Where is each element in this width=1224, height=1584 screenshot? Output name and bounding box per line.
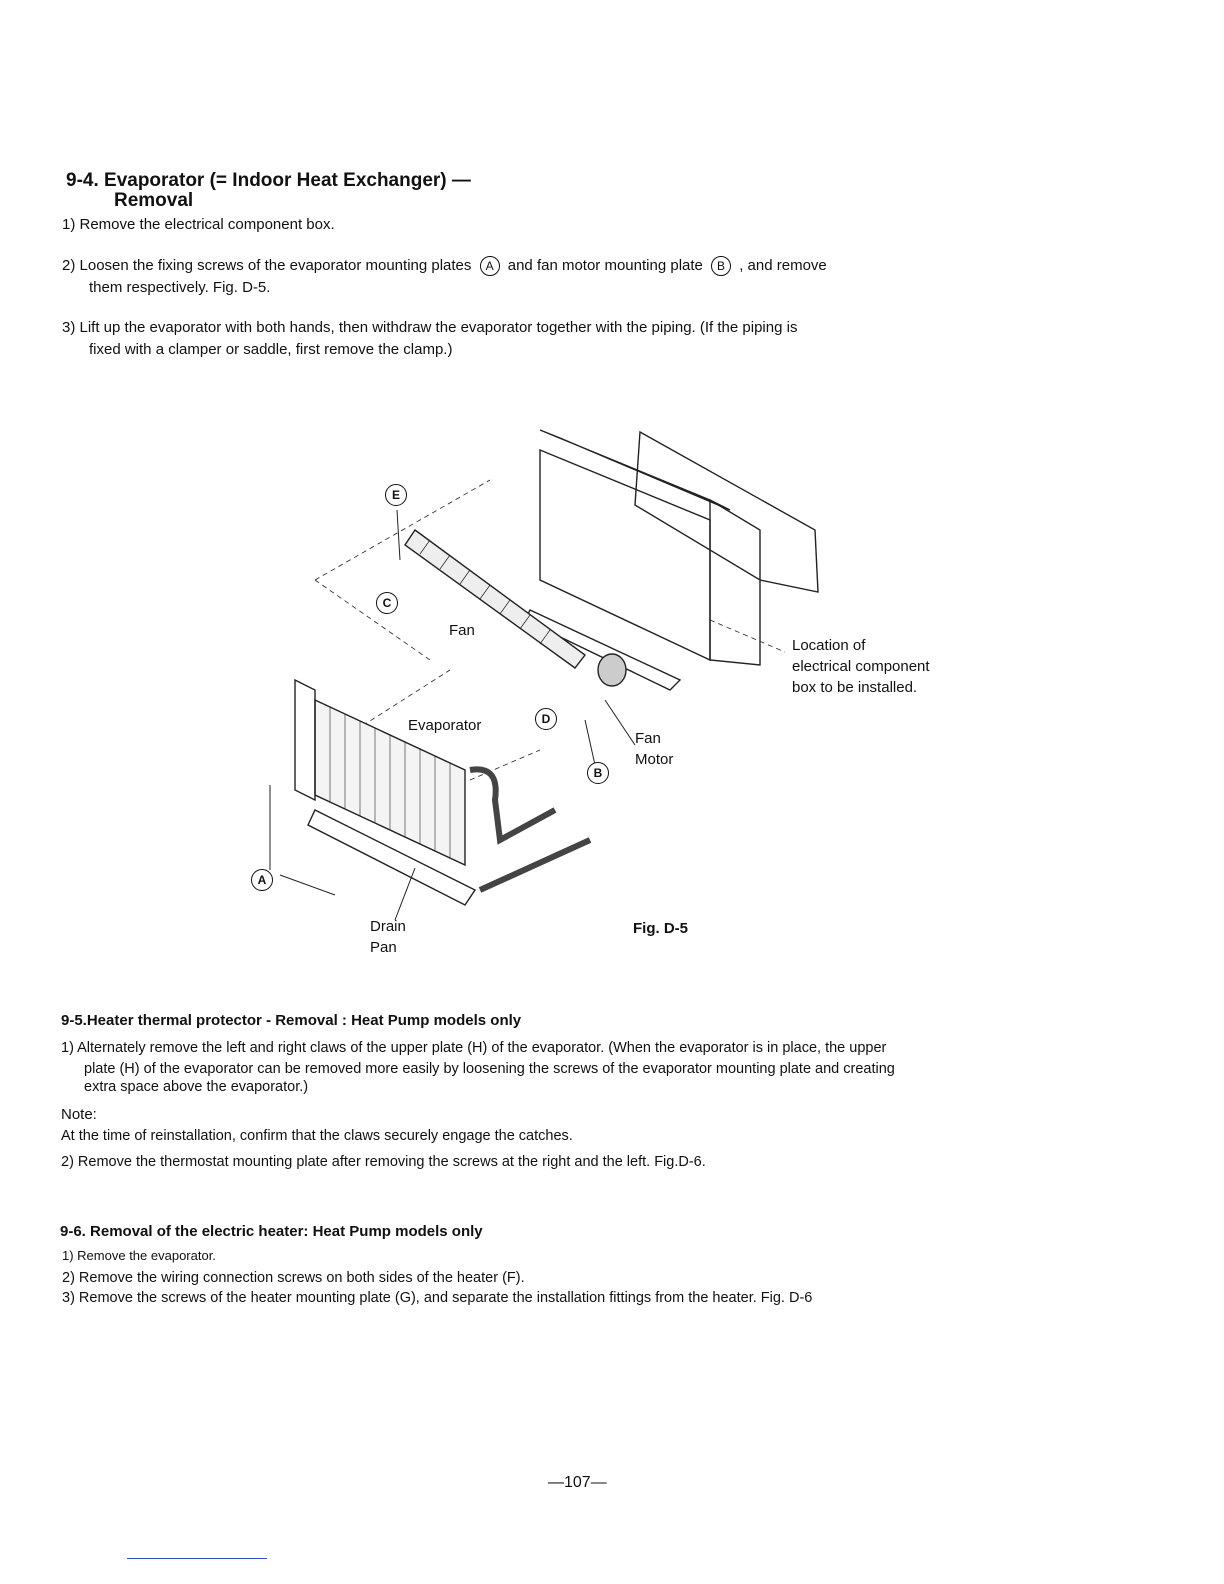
- evaporator-end-plate: [295, 680, 315, 800]
- figure-d5-exploded-view: [240, 420, 840, 960]
- drain-hose: [480, 840, 590, 890]
- step-3: 3) Lift up the evaporator with both hands, then withdraw the evaporator together with the piping. (If the piping is: [62, 319, 798, 336]
- callout-b: B: [711, 256, 731, 276]
- section-title: 9-5.Heater thermal protector - Removal : Heat Pump models only: [61, 1012, 522, 1029]
- step-1: 1) Remove the electrical component box.: [62, 216, 335, 233]
- label-a: A: [251, 869, 273, 891]
- page-number: —107—: [548, 1474, 607, 1491]
- step-2-text-a: 2) Loosen the fixing screws of the evaporator mounting plates: [62, 256, 472, 274]
- section-title-line2: Removal: [114, 190, 194, 211]
- step-1-line2: plate (H) of the evaporator can be removed more easily by loosening the screws of the evaporator mounting plate and creating: [84, 1061, 895, 1077]
- step-2-line2: them respectively. Fig. D-5.: [89, 279, 271, 296]
- fan-motor-label-1: Fan: [635, 730, 661, 747]
- label-c: C: [376, 592, 398, 614]
- step-2-text-c: , and remove: [739, 256, 827, 274]
- note-label: Note:: [61, 1106, 97, 1123]
- fan-motor: [598, 654, 626, 686]
- section-title: 9-6. Removal of the electric heater: Heat Pump models only: [60, 1223, 483, 1240]
- piping: [470, 769, 555, 840]
- step-1-line3: extra space above the evaporator.): [84, 1079, 309, 1095]
- step-1: 1) Remove the evaporator.: [62, 1248, 216, 1263]
- step-3-line2: fixed with a clamper or saddle, first remove the clamp.): [89, 341, 453, 358]
- back-panel: [635, 432, 818, 592]
- drain-pan-label-1: Drain: [370, 918, 406, 935]
- fan-motor-label-2: Motor: [635, 751, 674, 768]
- callout-a: A: [480, 256, 500, 276]
- step-1: 1) Alternately remove the left and right claws of the upper plate (H) of the evaporator. (When the evaporator is in place, the upper: [61, 1040, 887, 1056]
- step-2: [62, 256, 827, 276]
- location-label-3: box to be installed.: [792, 679, 918, 696]
- section-title: 9-4. Evaporator (= Indoor Heat Exchanger) —: [66, 170, 471, 191]
- label-b: B: [587, 762, 609, 784]
- fan-rotor: [405, 530, 585, 668]
- drain-pan-label-2: Pan: [370, 939, 397, 956]
- cabinet-side: [710, 500, 760, 665]
- step-2: 2) Remove the wiring connection screws on both sides of the heater (F).: [62, 1270, 525, 1286]
- label-e: E: [385, 484, 407, 506]
- location-label-1: Location of: [792, 637, 866, 654]
- location-label-2: electrical component: [792, 658, 930, 675]
- figure-caption: Fig. D-5: [633, 920, 688, 937]
- step-2: 2) Remove the thermostat mounting plate after removing the screws at the right and the left. Fig.D-6.: [61, 1154, 706, 1170]
- fan-label: Fan: [449, 622, 475, 639]
- note-text: At the time of reinstallation, confirm that the claws securely engage the catches.: [61, 1128, 573, 1144]
- evaporator-label: Evaporator: [408, 717, 482, 734]
- footnote-rule: [127, 1558, 267, 1559]
- cabinet-frame: [540, 450, 710, 660]
- step-2-text-b: and fan motor mounting plate: [507, 256, 703, 274]
- label-d: D: [535, 708, 557, 730]
- step-3: 3) Remove the screws of the heater mounting plate (G), and separate the installation fittings from the heater. Fig. D-6: [62, 1290, 813, 1306]
